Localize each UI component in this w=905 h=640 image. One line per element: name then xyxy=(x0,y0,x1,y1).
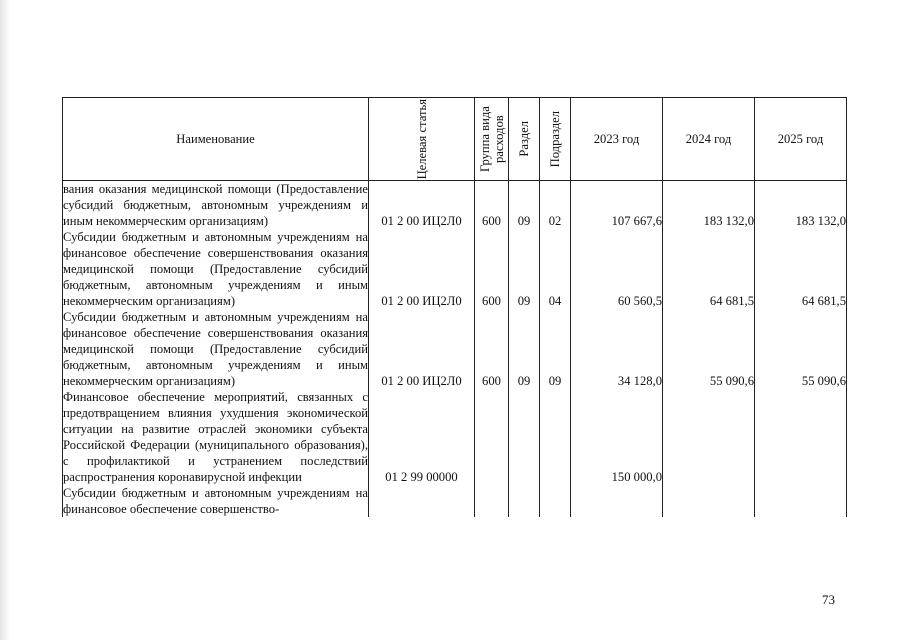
row-section: 09 xyxy=(509,229,540,309)
row-target: 01 2 00 ИЦ2Л0 xyxy=(369,309,475,389)
row-target: 01 2 00 ИЦ2Л0 xyxy=(369,181,475,230)
row-subsection: 09 xyxy=(540,309,571,389)
header-name: Наименование xyxy=(63,98,369,181)
header-target: Целевая статья xyxy=(369,98,475,181)
row-2025: 55 090,6 xyxy=(755,309,847,389)
row-name: Субсидии бюджетным и автономным учреждениям на финансовое обеспечение совершенствования оказания медицинской помощи (Предоставление субсидий бюджетным, автономным учреждениям и иным некоммерческим организациям) xyxy=(63,310,368,388)
row-2025 xyxy=(755,389,847,485)
page-binding-edge xyxy=(0,0,10,640)
header-section: Раздел xyxy=(509,98,540,181)
row-group: 600 xyxy=(475,309,509,389)
table-header-row xyxy=(63,98,847,181)
table-row xyxy=(63,389,847,485)
row-name: Финансовое обеспечение мероприятий, связанных с предотвращением влияния ухудшения экономической ситуации на развитие отраслей экономики субъекта Российской Федерации (муниципального образования), с профилактикой и устранением последствий распространения коронавирусной инфекции xyxy=(63,390,368,484)
row-2023: 150 000,0 xyxy=(571,389,663,485)
row-2023: 34 128,0 xyxy=(571,309,663,389)
row-section: 09 xyxy=(509,181,540,230)
row-2025 xyxy=(755,485,847,517)
row-2024: 55 090,6 xyxy=(663,309,755,389)
row-name: вания оказания медицинской помощи (Предоставление субсидий бюджетным, автономным учреждениям и иным некоммерческим организациям) xyxy=(63,182,368,228)
row-target: 01 2 00 ИЦ2Л0 xyxy=(369,229,475,309)
row-2023: 60 560,5 xyxy=(571,229,663,309)
table-row xyxy=(63,181,847,230)
row-target: 01 2 99 00000 xyxy=(369,389,475,485)
row-2024: 64 681,5 xyxy=(663,229,755,309)
row-section xyxy=(509,389,540,485)
row-name: Субсидии бюджетным и автономным учреждениям на финансовое обеспечение совершенство- xyxy=(63,486,368,516)
row-target xyxy=(369,485,475,517)
row-group xyxy=(475,389,509,485)
row-group: 600 xyxy=(475,181,509,230)
header-2024: 2024 год xyxy=(663,98,755,181)
table-row xyxy=(63,485,847,517)
row-subsection xyxy=(540,389,571,485)
row-2024 xyxy=(663,389,755,485)
row-2025: 64 681,5 xyxy=(755,229,847,309)
table-row xyxy=(63,229,847,309)
table-row xyxy=(63,309,847,389)
row-name: Субсидии бюджетным и автономным учреждениям на финансовое обеспечение совершенствования оказания медицинской помощи (Предоставление субсидий бюджетным, автономным учреждениям и иным некоммерческим организациям) xyxy=(63,230,368,308)
row-2024: 183 132,0 xyxy=(663,181,755,230)
row-2024 xyxy=(663,485,755,517)
row-section xyxy=(509,485,540,517)
page-number: 73 xyxy=(822,592,835,607)
row-subsection: 02 xyxy=(540,181,571,230)
header-group: Группа вида расходов xyxy=(475,98,509,181)
row-2025: 183 132,0 xyxy=(755,181,847,230)
header-2023: 2023 год xyxy=(571,98,663,181)
row-subsection: 04 xyxy=(540,229,571,309)
row-2023: 107 667,6 xyxy=(571,181,663,230)
row-section: 09 xyxy=(509,309,540,389)
row-group: 600 xyxy=(475,229,509,309)
header-2025: 2025 год xyxy=(755,98,847,181)
row-2023 xyxy=(571,485,663,517)
row-group xyxy=(475,485,509,517)
budget-table xyxy=(62,97,847,517)
header-subsection: Подраздел xyxy=(540,98,571,181)
row-subsection xyxy=(540,485,571,517)
